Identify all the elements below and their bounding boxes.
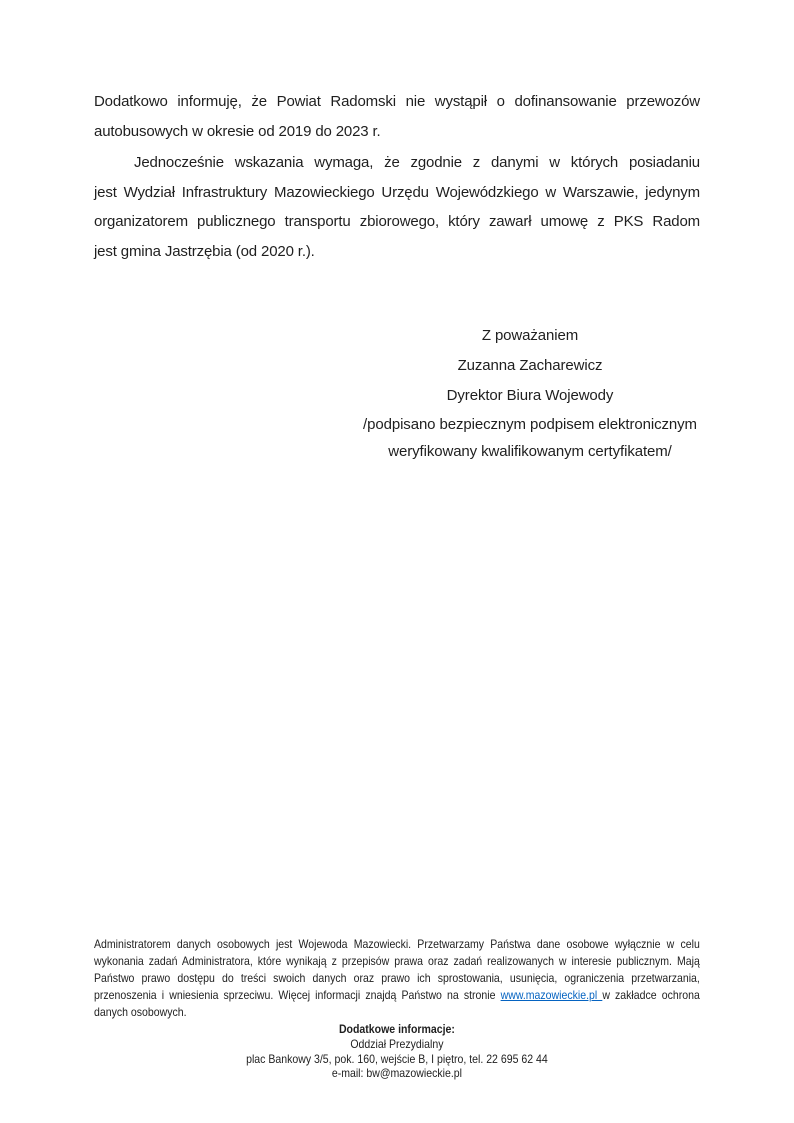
body-text-line: autobusowych w okresie od 2019 do 2023 r. [94,122,381,140]
text-segment: przenoszenia i wniesienia sprzeciwu. Więcej informacji znajdą Państwo na stronie [94,988,501,1002]
contact-line: plac Bankowy 3/5, pok. 160, wejście B, I piętro, tel. 22 695 62 44 [246,1051,548,1066]
contact-line: Oddział Prezydialny [350,1036,444,1051]
body-text-line: jest gmina Jastrzębia (od 2020 r.). [94,242,315,260]
page-footer [94,936,700,1081]
letter-body [94,87,700,266]
contact-lines [94,1037,700,1081]
body-text-line: jest Wydział Infrastruktury Mazowieckiego Urzędu Wojewódzkiego w Warszawie, jedynym [94,183,700,201]
rodo-text-line: wykonania zadań Administratora, które wynikają z przepisów prawa oraz zadań realizowanych w interesie publicznym. Mają [94,954,700,968]
rodo-privacy-notice [94,936,700,1021]
body-text-line: organizatorem publicznego transportu zbiorowego, który zawarł umowę z PKS Radom [94,213,700,230]
rodo-text-line: danych osobowych. [94,1005,187,1019]
signature-note-line: /podpisano bezpiecznym podpisem elektronicznym [363,416,697,433]
signer-title: Dyrektor Biura Wojewody [446,387,614,404]
body-text-line: Jednocześnie wskazania wymaga, że zgodnie z danymi w których posiadaniu [134,154,700,171]
mazowieckie-link[interactable]: www.mazowieckie.pl [500,988,603,1002]
electronic-signature-note [330,411,730,465]
rodo-text-line: Administratorem danych osobowych jest Wojewoda Mazowiecki. Przetwarzamy Państwa dane osobowe wyłącznie w celu [94,937,700,951]
signer-name: Zuzanna Zacharewicz [457,357,603,374]
additional-info-heading: Dodatkowe informacje: [338,1022,455,1036]
additional-info-block [94,1022,700,1081]
contact-line: e-mail: bw@mazowieckie.pl [331,1066,462,1081]
signature-note-line: weryfikowany kwalifikowanym certyfikatem/ [388,443,672,460]
text-segment: w zakładce ochrona [602,988,700,1002]
rodo-text-line [94,987,700,1004]
body-text-line: Dodatkowo informuję, że Powiat Radomski nie wystąpił o dofinansowanie przewozów [94,93,700,110]
body-paragraph-1 [94,87,700,146]
signature-block [330,321,730,465]
signature-closing: Z poważaniem [481,327,579,344]
body-paragraph-2 [94,148,700,266]
rodo-text-line: Państwo prawo dostępu do treści swoich danych oraz prawo ich sprostowania, usunięcia, ograniczenia przetwarzania, [94,971,700,985]
